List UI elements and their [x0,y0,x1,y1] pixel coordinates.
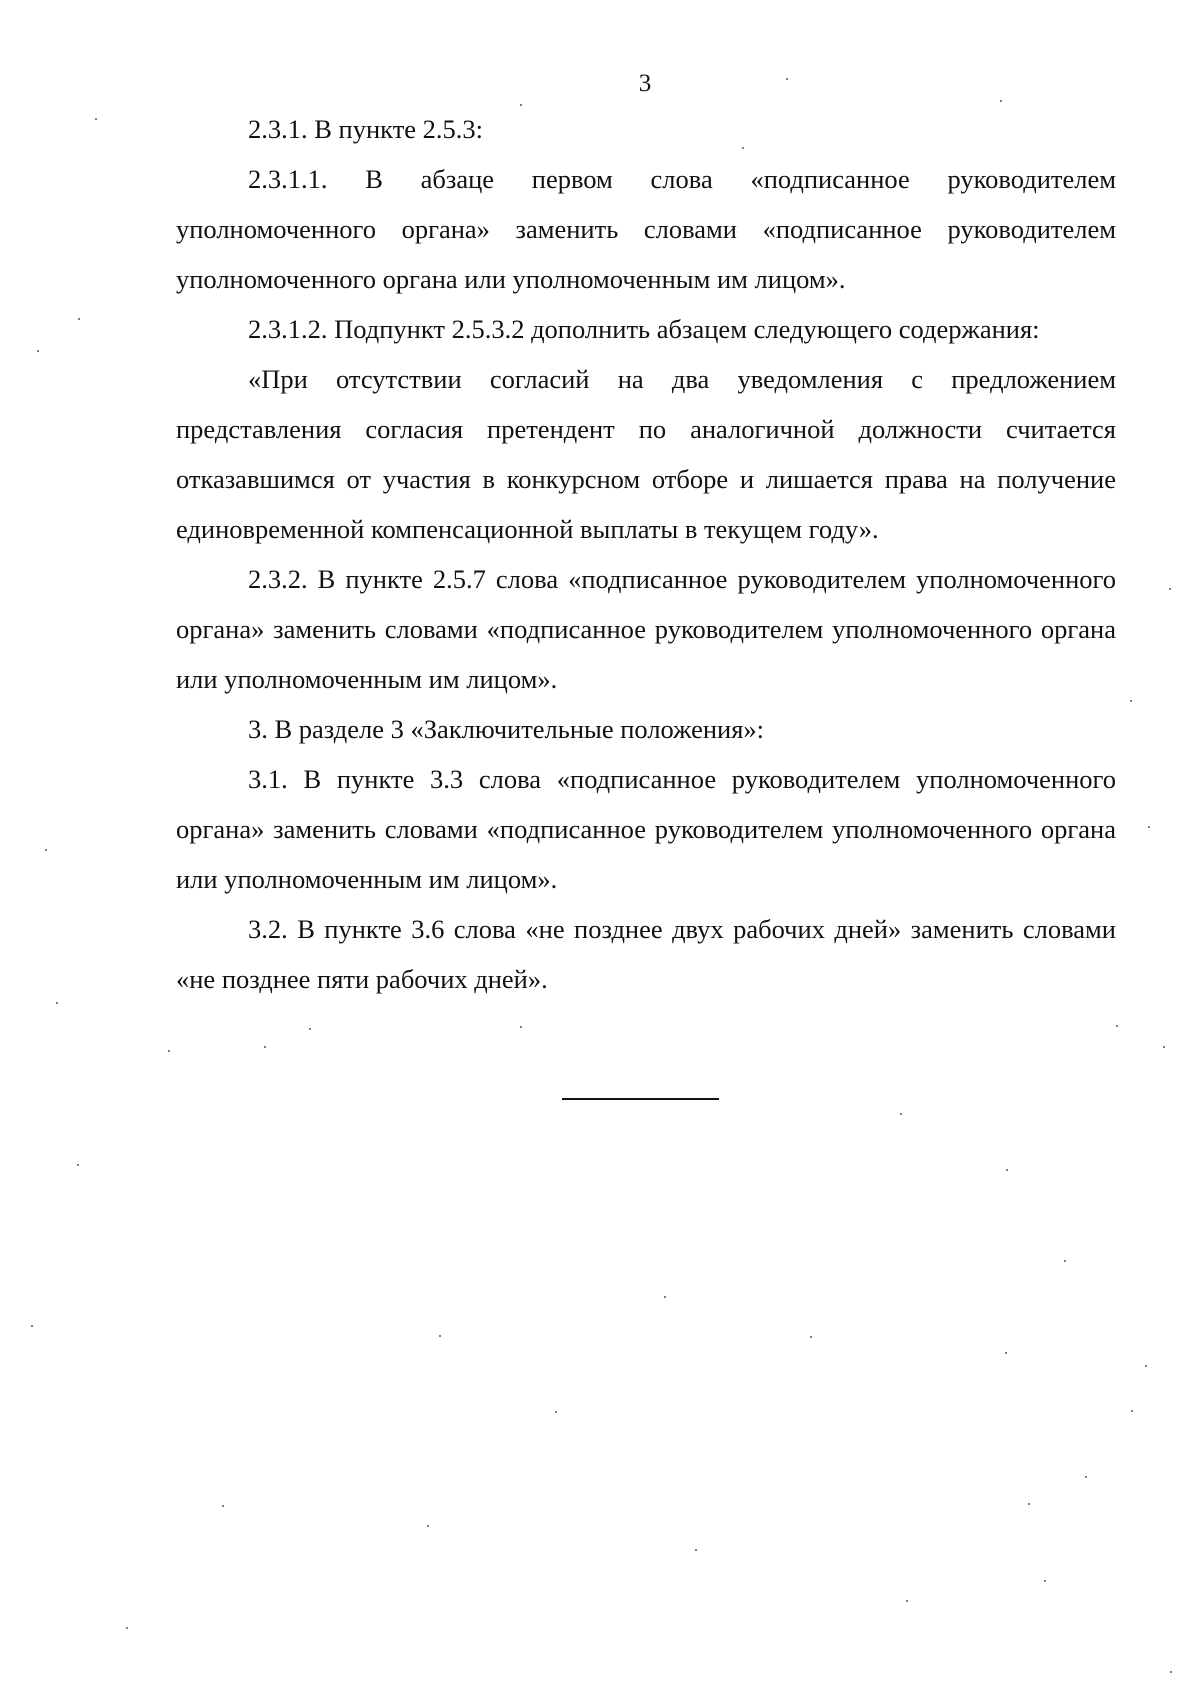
scan-speck [1028,1503,1030,1505]
scan-speck [1169,588,1171,590]
paragraph-2-3-1: 2.3.1. В пункте 2.5.3: [248,114,484,144]
scan-speck [520,1026,522,1028]
scan-speck [77,1164,79,1166]
scan-speck [168,1050,170,1052]
scan-speck [1005,1352,1007,1354]
scan-speck [31,1325,33,1327]
scan-speck [520,104,522,106]
end-divider-line [562,1098,719,1100]
scan-speck [1085,1476,1087,1478]
scan-speck [1145,1365,1147,1367]
scan-speck [900,1113,902,1115]
scan-speck [95,118,97,120]
scan-speck [810,1336,812,1338]
scan-speck [1130,700,1132,702]
scan-speck [906,1600,908,1602]
paragraph-quoted-text: «При отсутствии согласий на два уведомления с предложением представления согласия претендент по аналогичной должности считается отказавшимся от участия в конкурсном отборе и лишается права на получение единовременной компенсационной выплаты в текущем году». [176,364,1116,544]
scan-speck [56,1002,58,1004]
scan-speck [555,1411,557,1413]
scan-speck [126,1627,128,1629]
scan-speck [222,1505,224,1507]
paragraph-2-3-1-2: 2.3.1.2. Подпункт 2.5.3.2 дополнить абзацем следующего содержания: [248,314,1040,344]
paragraph-section-3: 3. В разделе 3 «Заключительные положения»: [248,714,765,744]
scan-speck [1006,1169,1008,1171]
paragraph-2-3-2: 2.3.2. В пункте 2.5.7 слова «подписанное руководителем уполномоченного органа» заменить словами «подписанное руководителем уполномоченного органа или уполномоченным им лицом». [176,564,1116,694]
paragraph-3-2: 3.2. В пункте 3.6 слова «не позднее двух рабочих дней» заменить словами «не позднее пяти рабочих дней». [176,914,1116,994]
scan-speck [1044,1580,1046,1582]
scan-speck [1163,1046,1165,1048]
scan-speck [37,350,39,352]
paragraph-2-3-1-1: 2.3.1.1. В абзаце первом слова «подписанное руководителем уполномоченного органа» заменить словами «подписанное руководителем уполномоченного органа или уполномоченным им лицом». [176,164,1116,294]
scan-speck [786,78,788,80]
scan-speck [742,147,744,149]
scan-speck [1000,100,1002,102]
scan-speck [1170,1671,1172,1673]
scan-speck [1148,826,1150,828]
scan-speck [309,1028,311,1030]
document-body [176,104,1116,1004]
scan-speck [695,1549,697,1551]
scan-speck [78,318,80,320]
scan-speck [1131,1410,1133,1412]
paragraph-3-1: 3.1. В пункте 3.3 слова «подписанное руководителем уполномоченного органа» заменить словами «подписанное руководителем уполномоченного органа или уполномоченным им лицом». [176,764,1116,894]
scan-speck [45,849,47,851]
scan-speck [664,1296,666,1298]
scan-speck [427,1525,429,1527]
scan-speck [1116,1025,1118,1027]
scan-speck [1064,1260,1066,1262]
scan-speck [264,1046,266,1048]
scan-speck [439,1335,441,1337]
page-number: 3 [638,70,652,97]
